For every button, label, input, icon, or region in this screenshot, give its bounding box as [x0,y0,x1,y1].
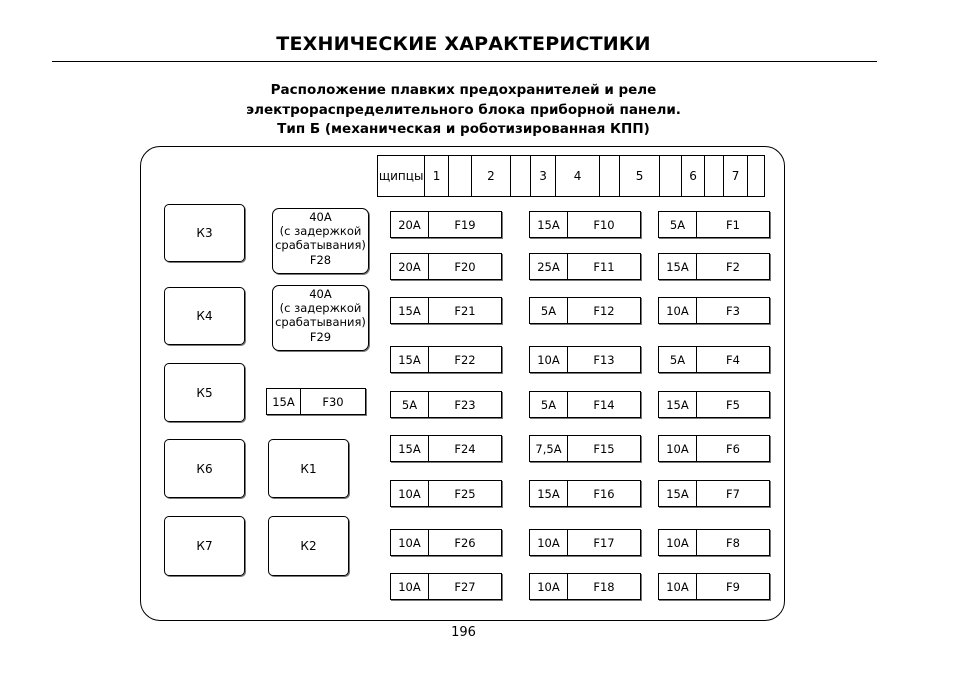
fuse-rating: 10А [391,530,429,555]
fuse-code: F23 [454,397,476,412]
fuse-f27 [390,573,502,600]
subtitle-line: Расположение плавких предохранителей и реле [270,82,657,98]
page-number: 196 [451,625,476,640]
fuse-rating: 10А [659,436,697,461]
tweezers-label: щипцы [378,156,425,196]
fuse-f22 [390,346,502,373]
subtitle-line: Тип Б (механическая и роботизированная КПП) [277,121,650,137]
fuse-f8 [658,529,770,556]
fuse-code: F7 [726,486,740,501]
fuse-f19 [390,211,502,238]
fuse-f3 [658,297,770,324]
strip-spacer [705,156,724,196]
fuse-rating: 40А [309,287,332,301]
fuse-code: F12 [593,303,615,318]
fuse-rating: 10А [391,574,429,599]
strip-spacer [660,156,682,196]
fuse-f24 [390,435,502,462]
fuse-code: F25 [454,486,476,501]
fuse-rating: 10А [391,481,429,506]
page-title: ТЕХНИЧЕСКИЕ ХАРАКТЕРИСТИКИ [276,33,651,55]
fuse-rating: 15А [267,389,301,414]
relay-k5: К5 [164,363,245,422]
fuse-code: F30 [322,394,344,409]
strip-spacer [600,156,620,196]
fuse-code: F6 [726,441,740,456]
strip-spacer [449,156,472,196]
relay-k4: К4 [164,287,245,345]
fuse-code: F22 [454,352,476,367]
fuse-code: F17 [593,535,615,550]
fuse-f13 [529,346,641,373]
strip-spacer [748,156,764,196]
tweezers-strip [377,155,765,197]
relay-k1: К1 [268,439,349,498]
fuse-rating: 5А [530,298,568,323]
fuse-rating: 10А [530,530,568,555]
fuse-code: F8 [726,535,740,550]
fuse-code: F1 [726,217,740,232]
fuse-f10 [529,211,641,238]
relay-k3: К3 [164,204,245,262]
fuse-code: F5 [726,397,740,412]
relay-k2: К2 [268,516,349,576]
fuse-f20 [390,253,502,280]
fuse-code: F3 [726,303,740,318]
fuse-code: F19 [454,217,476,232]
fuse-code: F26 [454,535,476,550]
fuse-rating: 10А [659,530,697,555]
fuse-rating: 15А [391,436,429,461]
fuse-f29 [272,285,369,351]
relay-k6: К6 [164,439,245,498]
fuse-f25 [390,480,502,507]
fuse-note: (с задержкой [279,301,362,316]
strip-slot-3: 3 [531,156,556,196]
strip-slot-4: 4 [556,156,600,196]
fuse-rating: 5А [659,212,697,237]
fuse-rating: 10А [659,298,697,323]
fuse-code: F20 [454,259,476,274]
fuse-f9 [658,573,770,600]
strip-slot-2: 2 [472,156,512,196]
fuse-rating: 15А [659,392,697,417]
fuse-f16 [529,480,641,507]
fuse-code: F11 [593,259,615,274]
fuse-f11 [529,253,641,280]
fuse-f5 [658,391,770,418]
fuse-f14 [529,391,641,418]
fuse-f12 [529,297,641,324]
strip-slot-6: 6 [682,156,706,196]
fuse-f28 [272,208,369,274]
fuse-code: F4 [726,352,740,367]
fuse-rating: 7,5А [530,436,568,461]
strip-slot-7: 7 [724,156,748,196]
fuse-rating: 25А [530,254,568,279]
fuse-rating: 5А [391,392,429,417]
fuse-rating: 40А [309,210,332,224]
fuse-code: F21 [454,303,476,318]
fuse-code: F28 [309,252,332,267]
fuse-rating: 5А [530,392,568,417]
fuse-f6 [658,435,770,462]
fuse-rating: 5А [659,347,697,372]
fuse-code: F13 [593,352,615,367]
fuse-f1 [658,211,770,238]
fuse-f26 [390,529,502,556]
strip-spacer [511,156,531,196]
fuse-rating: 20А [391,254,429,279]
fuse-f2 [658,253,770,280]
relay-k7: К7 [164,516,245,576]
fuse-note: срабатывания) [275,315,366,330]
fuse-code: F10 [593,217,615,232]
fuse-f30 [266,388,366,415]
subtitle-line: электрораспределительного блока приборной панели. [246,101,681,118]
fuse-rating: 15А [530,212,568,237]
strip-slot-1: 1 [425,156,449,196]
fuse-rating: 15А [659,481,697,506]
fuse-code: F15 [593,441,615,456]
fuse-f15 [529,435,641,462]
fuse-code: F16 [593,486,615,501]
fuse-note: срабатывания) [275,238,366,253]
strip-slot-5: 5 [620,156,660,196]
fuse-code: F29 [309,329,332,344]
fuse-code: F2 [726,259,740,274]
fuse-f18 [529,573,641,600]
fuse-rating: 10А [659,574,697,599]
fuse-code: F18 [593,579,615,594]
title-divider [52,61,877,62]
fuse-rating: 15А [391,298,429,323]
fuse-rating: 10А [530,574,568,599]
fuse-rating: 20А [391,212,429,237]
fuse-rating: 10А [530,347,568,372]
fuse-code: F27 [454,579,476,594]
diagram-subtitle [0,81,927,140]
fuse-rating: 15А [391,347,429,372]
fuse-code: F14 [593,397,615,412]
fuse-f17 [529,529,641,556]
fuse-f23 [390,391,502,418]
fuse-f7 [658,480,770,507]
fuse-code: F24 [454,441,476,456]
fuse-f4 [658,346,770,373]
fuse-f21 [390,297,502,324]
fuse-rating: 15А [530,481,568,506]
fuse-rating: 15А [659,254,697,279]
fuse-note: (с задержкой [279,224,362,239]
fuse-code: F9 [726,579,740,594]
